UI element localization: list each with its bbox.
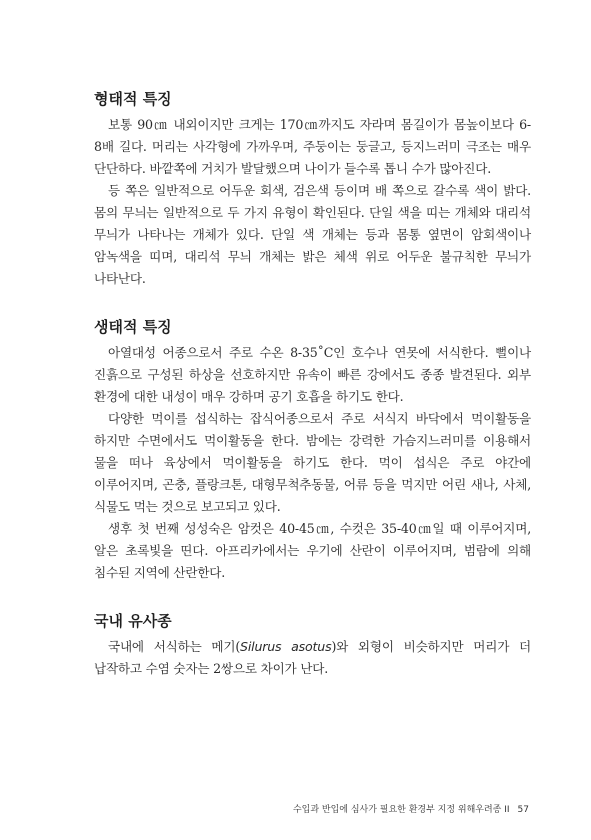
section-similar-species: [94, 610, 531, 680]
paragraph: 국내에 서식하는 메기(Silurus asotus)와 외형이 비슷하지만 머리가 더 납작하고 수염 숫자는 2쌍으로 차이가 난다.: [94, 639, 531, 676]
section-heading: 형태적 특징: [94, 90, 172, 108]
paragraph: 다양한 먹이를 섭식하는 잡식어종으로서 주로 서식지 바닥에서 먹이활동을 하지만 수면에서도 먹이활동을 한다. 밤에는 강력한 가슴지느러미를 이용해서 물을 떠나 육상에서 먹이활동을 하기도 한다. 먹이 섭식은 주로 야간에 이루어지며, 곤충, 플랑크톤, 대형무척추동물, 어류 등을 먹지만 어린 새나, 사체, 식물도 먹는 것으로 보고되고 있다.: [94, 411, 531, 514]
section-morphology: [94, 88, 531, 290]
section-heading: 국내 유사종: [94, 612, 172, 630]
page-number: 57: [517, 805, 529, 815]
scientific-name: Silurus asotus: [240, 639, 332, 654]
paragraph: 등 쪽은 일반적으로 어두운 회색, 검은색 등이며 배 쪽으로 갈수록 색이 밝다. 몸의 무늬는 일반적으로 두 가지 유형이 확인된다. 단일 색을 띠는 개체와 대리석 무늬가 나타나는 개체가 있다. 단일 색 개체는 등과 몸통 옆면이 암회색이나 암녹색을 띠며, 대리석 무늬 개체는 밝은 체색 위로 어두운 불규칙한 무늬가 나타난다.: [94, 183, 531, 286]
page-footer: [293, 802, 529, 815]
paragraph: 보통 90㎝ 내외이지만 크게는 170㎝까지도 자라며 몸길이가 몸높이보다 6-8배 길다. 머리는 사각형에 가까우며, 주둥이는 둥글고, 등지느러미 극조는 매우 단단하다. 바깥쪽에 거치가 발달했으며 나이가 들수록 톱니 수가 많아진다.: [94, 117, 531, 176]
section-ecology: [94, 316, 531, 584]
paragraph: 생후 첫 번째 성성숙은 암컷은 40-45㎝, 수컷은 35-40㎝일 때 이루어지며, 알은 초록빛을 띤다. 아프리카에서는 우기에 산란이 이루어지며, 범람에 의해 침수된 지역에 산란한다.: [94, 521, 531, 580]
section-heading: 생태적 특징: [94, 318, 172, 336]
footer-title: 수입과 반입에 심사가 필요한 환경부 지정 위해우려종 II: [292, 805, 510, 815]
paragraph: 아열대성 어종으로서 주로 수온 8-35˚C인 호수나 연못에 서식한다. 뻘이나 진흙으로 구성된 하상을 선호하지만 유속이 빠른 강에서도 종종 발견된다. 외부 환경에 대한 내성이 매우 강하며 공기 호흡을 하기도 한다.: [94, 345, 531, 404]
page-body: [94, 88, 531, 706]
